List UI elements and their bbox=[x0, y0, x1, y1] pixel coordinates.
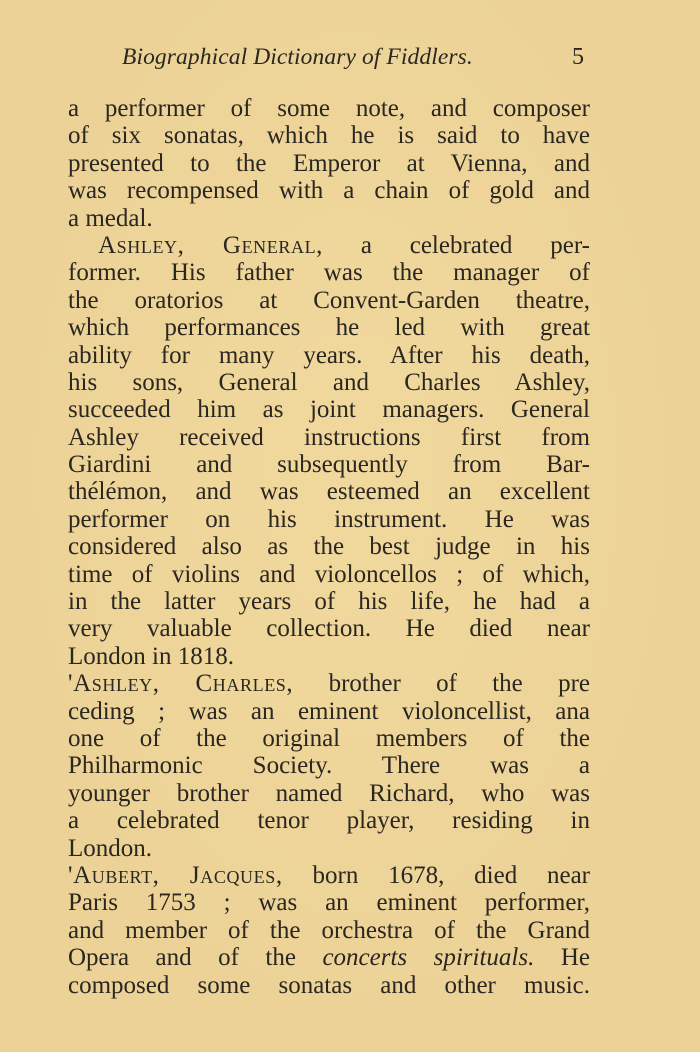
body-text bbox=[68, 95, 590, 999]
text-line bbox=[68, 944, 590, 971]
text-line: Ashley received instructions first from bbox=[68, 423, 590, 451]
text-line: his sons, General and Charles Ashley, bbox=[68, 368, 590, 396]
entry-heading: Ashley, General, bbox=[98, 231, 324, 259]
entry-line bbox=[68, 670, 590, 697]
entry-line bbox=[68, 862, 590, 889]
italic-phrase: concerts spirituals. bbox=[322, 944, 535, 972]
entry-heading: 'Aubert, Jacques, bbox=[68, 861, 283, 889]
text-line: Paris 1753 ; was an eminent performer, bbox=[68, 889, 590, 917]
text-fragment: born 1678, died near bbox=[282, 861, 591, 889]
text-line: succeeded him as joint managers. General bbox=[68, 396, 590, 424]
text-fragment: He bbox=[534, 944, 590, 972]
text-line: Philharmonic Society. There was a bbox=[68, 752, 590, 780]
text-line: a medal. bbox=[68, 204, 153, 232]
running-title: Biographical Dictionary of Fiddlers. bbox=[122, 44, 473, 70]
entry-heading: 'Ashley, Charles, bbox=[68, 670, 294, 698]
text-line: one of the original members of the bbox=[68, 724, 590, 752]
text-line: of six sonatas, which he is said to have bbox=[68, 122, 590, 150]
text-line: very valuable collection. He died near bbox=[68, 615, 590, 643]
text-fragment: brother of the pre bbox=[293, 670, 591, 698]
text-line: a performer of some note, and composer bbox=[68, 95, 590, 122]
text-line: the oratorios at Convent-Garden theatre, bbox=[68, 286, 590, 314]
text-line: thélémon, and was esteemed an excellent bbox=[68, 478, 590, 506]
text-line: which performances he led with great bbox=[68, 314, 590, 342]
text-line: presented to the Emperor at Vienna, and bbox=[68, 149, 590, 177]
text-line: composed some sonatas and other music. bbox=[68, 971, 590, 999]
text-line: London. bbox=[68, 834, 153, 862]
text-fragment: a celebrated per- bbox=[323, 231, 590, 259]
text-line: performer on his instrument. He was bbox=[68, 505, 590, 533]
running-head bbox=[0, 40, 700, 80]
page-number: 5 bbox=[572, 44, 584, 70]
text-line: London in 1818. bbox=[68, 642, 234, 670]
text-line: time of violins and violoncellos ; of which, bbox=[68, 560, 590, 588]
text-line: younger brother named Richard, who was bbox=[68, 779, 590, 807]
entry-line bbox=[68, 232, 590, 259]
text-line: and member of the orchestra of the Grand bbox=[68, 916, 590, 944]
text-line: Giardini and subsequently from Bar- bbox=[68, 451, 590, 479]
text-line: former. His father was the manager of bbox=[68, 259, 590, 287]
text-line: considered also as the best judge in his bbox=[68, 533, 590, 561]
text-line: in the latter years of his life, he had a bbox=[68, 588, 590, 616]
text-line: ceding ; was an eminent violoncellist, ana bbox=[68, 697, 590, 725]
text-line: a celebrated tenor player, residing in bbox=[68, 807, 590, 835]
text-line: was recompensed with a chain of gold and bbox=[68, 177, 590, 205]
text-line: ability for many years. After his death, bbox=[68, 341, 590, 369]
text-fragment: Opera and of the bbox=[68, 944, 323, 972]
